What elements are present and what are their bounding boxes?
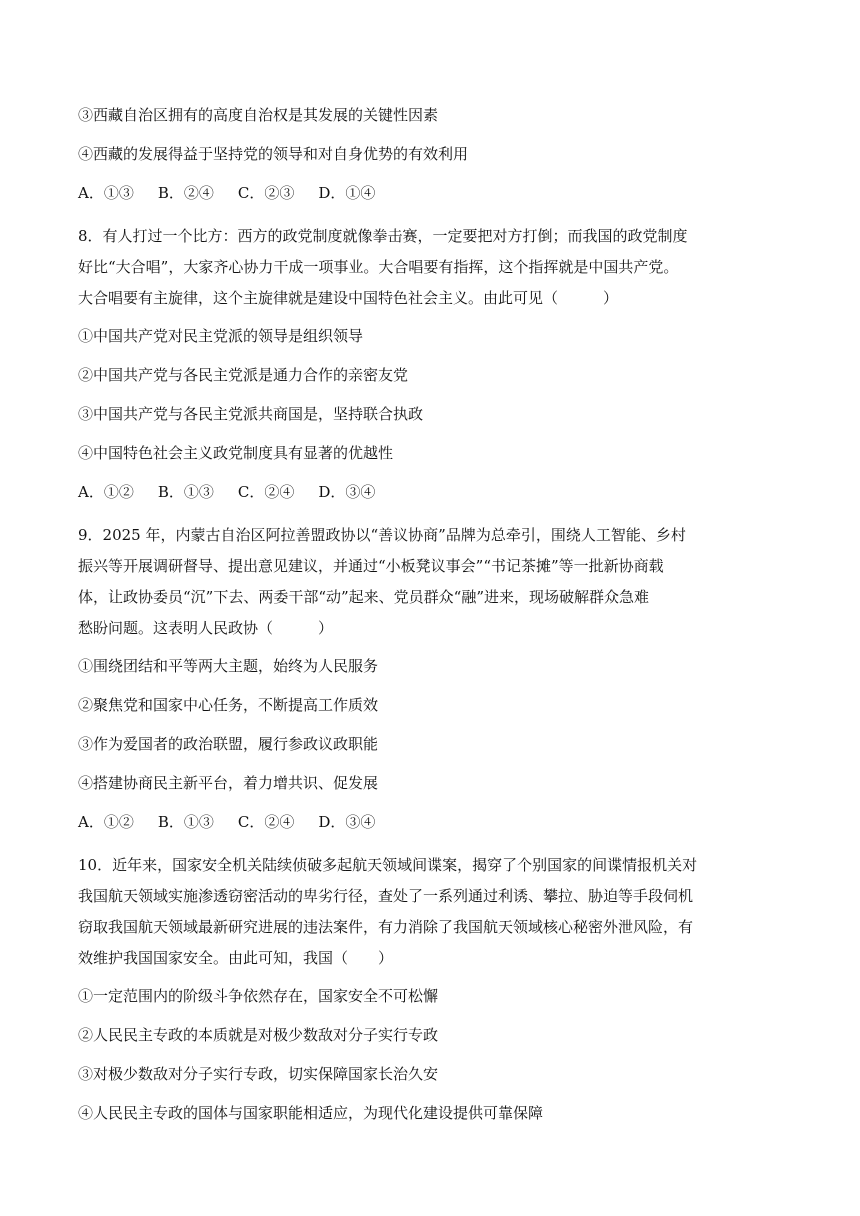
q9-stem-line: 振兴等开展调研督导、提出意见建议，并通过“小板凳议事会”“书记茶摊”等一批新协商载 [78,557,664,575]
q9-choice-b: B．①③ [157,813,214,831]
q10-option-2: ②人民民主专政的本质就是对极少数敌对分子实行专政 [78,1026,439,1044]
q9-choice-c: C．②④ [237,813,295,831]
q8-option-3: ③中国共产党与各民主党派共商国是，坚持联合执政 [78,405,424,423]
q9-stem [78,520,788,644]
q9-option-3: ③作为爱国者的政治联盟，履行参政议政职能 [78,735,379,753]
q9-option-2: ②聚焦党和国家中心任务，不断提高工作质效 [78,696,379,714]
q7-option-4: ④西藏的发展得益于坚持党的领导和对自身优势的有效利用 [78,145,469,163]
q7-choice-d: D．①④ [318,184,376,202]
q10-option-3: ③对极少数敌对分子实行专政，切实保障国家长治久安 [78,1065,439,1083]
q10-option-4: ④人民民主专政的国体与国家职能相适应，为现代化建设提供可靠保障 [78,1104,544,1122]
q7-choice-a: A．①③ [78,184,134,202]
q9-choice-a: A．①② [78,813,134,831]
q8-stem-line: 8．有人打过一个比方：西方的政党制度就像拳击赛，一定要把对方打倒；而我国的政党制度 [78,227,688,245]
q8-stem-line: 好比“大合唱”，大家齐心协力干成一项事业。大合唱要有指挥，这个指挥就是中国共产党。 [78,258,679,276]
q9-option-4: ④搭建协商民主新平台，着力增共识、促发展 [78,774,379,792]
q8-stem-line: 大合唱要有主旋律，这个主旋律就是建设中国特色社会主义。由此可见（ ） [78,289,619,307]
q8-choices [78,481,788,503]
q8-option-2: ②中国共产党与各民主党派是通力合作的亲密友党 [78,366,409,384]
q10-stem-line: 10．近年来，国家安全机关陆续侦破多起航天领域间谍案，揭穿了个别国家的间谍情报机关对 [78,856,698,874]
q7-choice-c: C．②③ [237,184,295,202]
q8-choice-d: D．③④ [318,483,376,501]
q10-option-1: ①一定范围内的阶级斗争依然存在，国家安全不可松懈 [78,987,439,1005]
q9-stem-line: 体，让政协委员“沉”下去、两委干部“动”起来、党员群众“融”进来，现场破解群众急难 [78,588,650,606]
q10-stem-line: 窃取我国航天领域最新研究进展的违法案件，有力消除了我国航天领域核心秘密外泄风险，有 [78,918,694,936]
q10-stem-line: 效维护我国国家安全。由此可知，我国（ ） [78,949,394,967]
q8-option-4: ④中国特色社会主义政党制度具有显著的优越性 [78,444,394,462]
q9-option-1: ①围绕团结和平等两大主题，始终为人民服务 [78,657,379,675]
q10-stem-line: 我国航天领域实施渗透窃密活动的卑劣行径，查处了一系列通过利诱、攀拉、胁迫等手段伺机 [78,887,694,905]
q8-choice-c: C．②④ [237,483,295,501]
q9-stem-line: 9．2025 年，内蒙古自治区阿拉善盟政协以“善议协商”品牌为总牵引，围绕人工智能、乡村 [78,526,686,544]
q8-option-1: ①中国共产党对民主党派的领导是组织领导 [78,327,364,345]
exam-page [78,104,788,1141]
q9-choice-d: D．③④ [318,813,376,831]
q10-stem [78,850,788,974]
q8-choice-b: B．①③ [157,483,214,501]
q7-option-3: ③西藏自治区拥有的高度自治权是其发展的关键性因素 [78,106,439,124]
q8-choice-a: A．①② [78,483,134,501]
q7-choice-b: B．②④ [157,184,214,202]
q9-stem-line: 愁盼问题。这表明人民政协（ ） [78,619,334,637]
q8-stem [78,221,788,314]
q7-choices [78,182,788,204]
q9-choices [78,811,788,833]
